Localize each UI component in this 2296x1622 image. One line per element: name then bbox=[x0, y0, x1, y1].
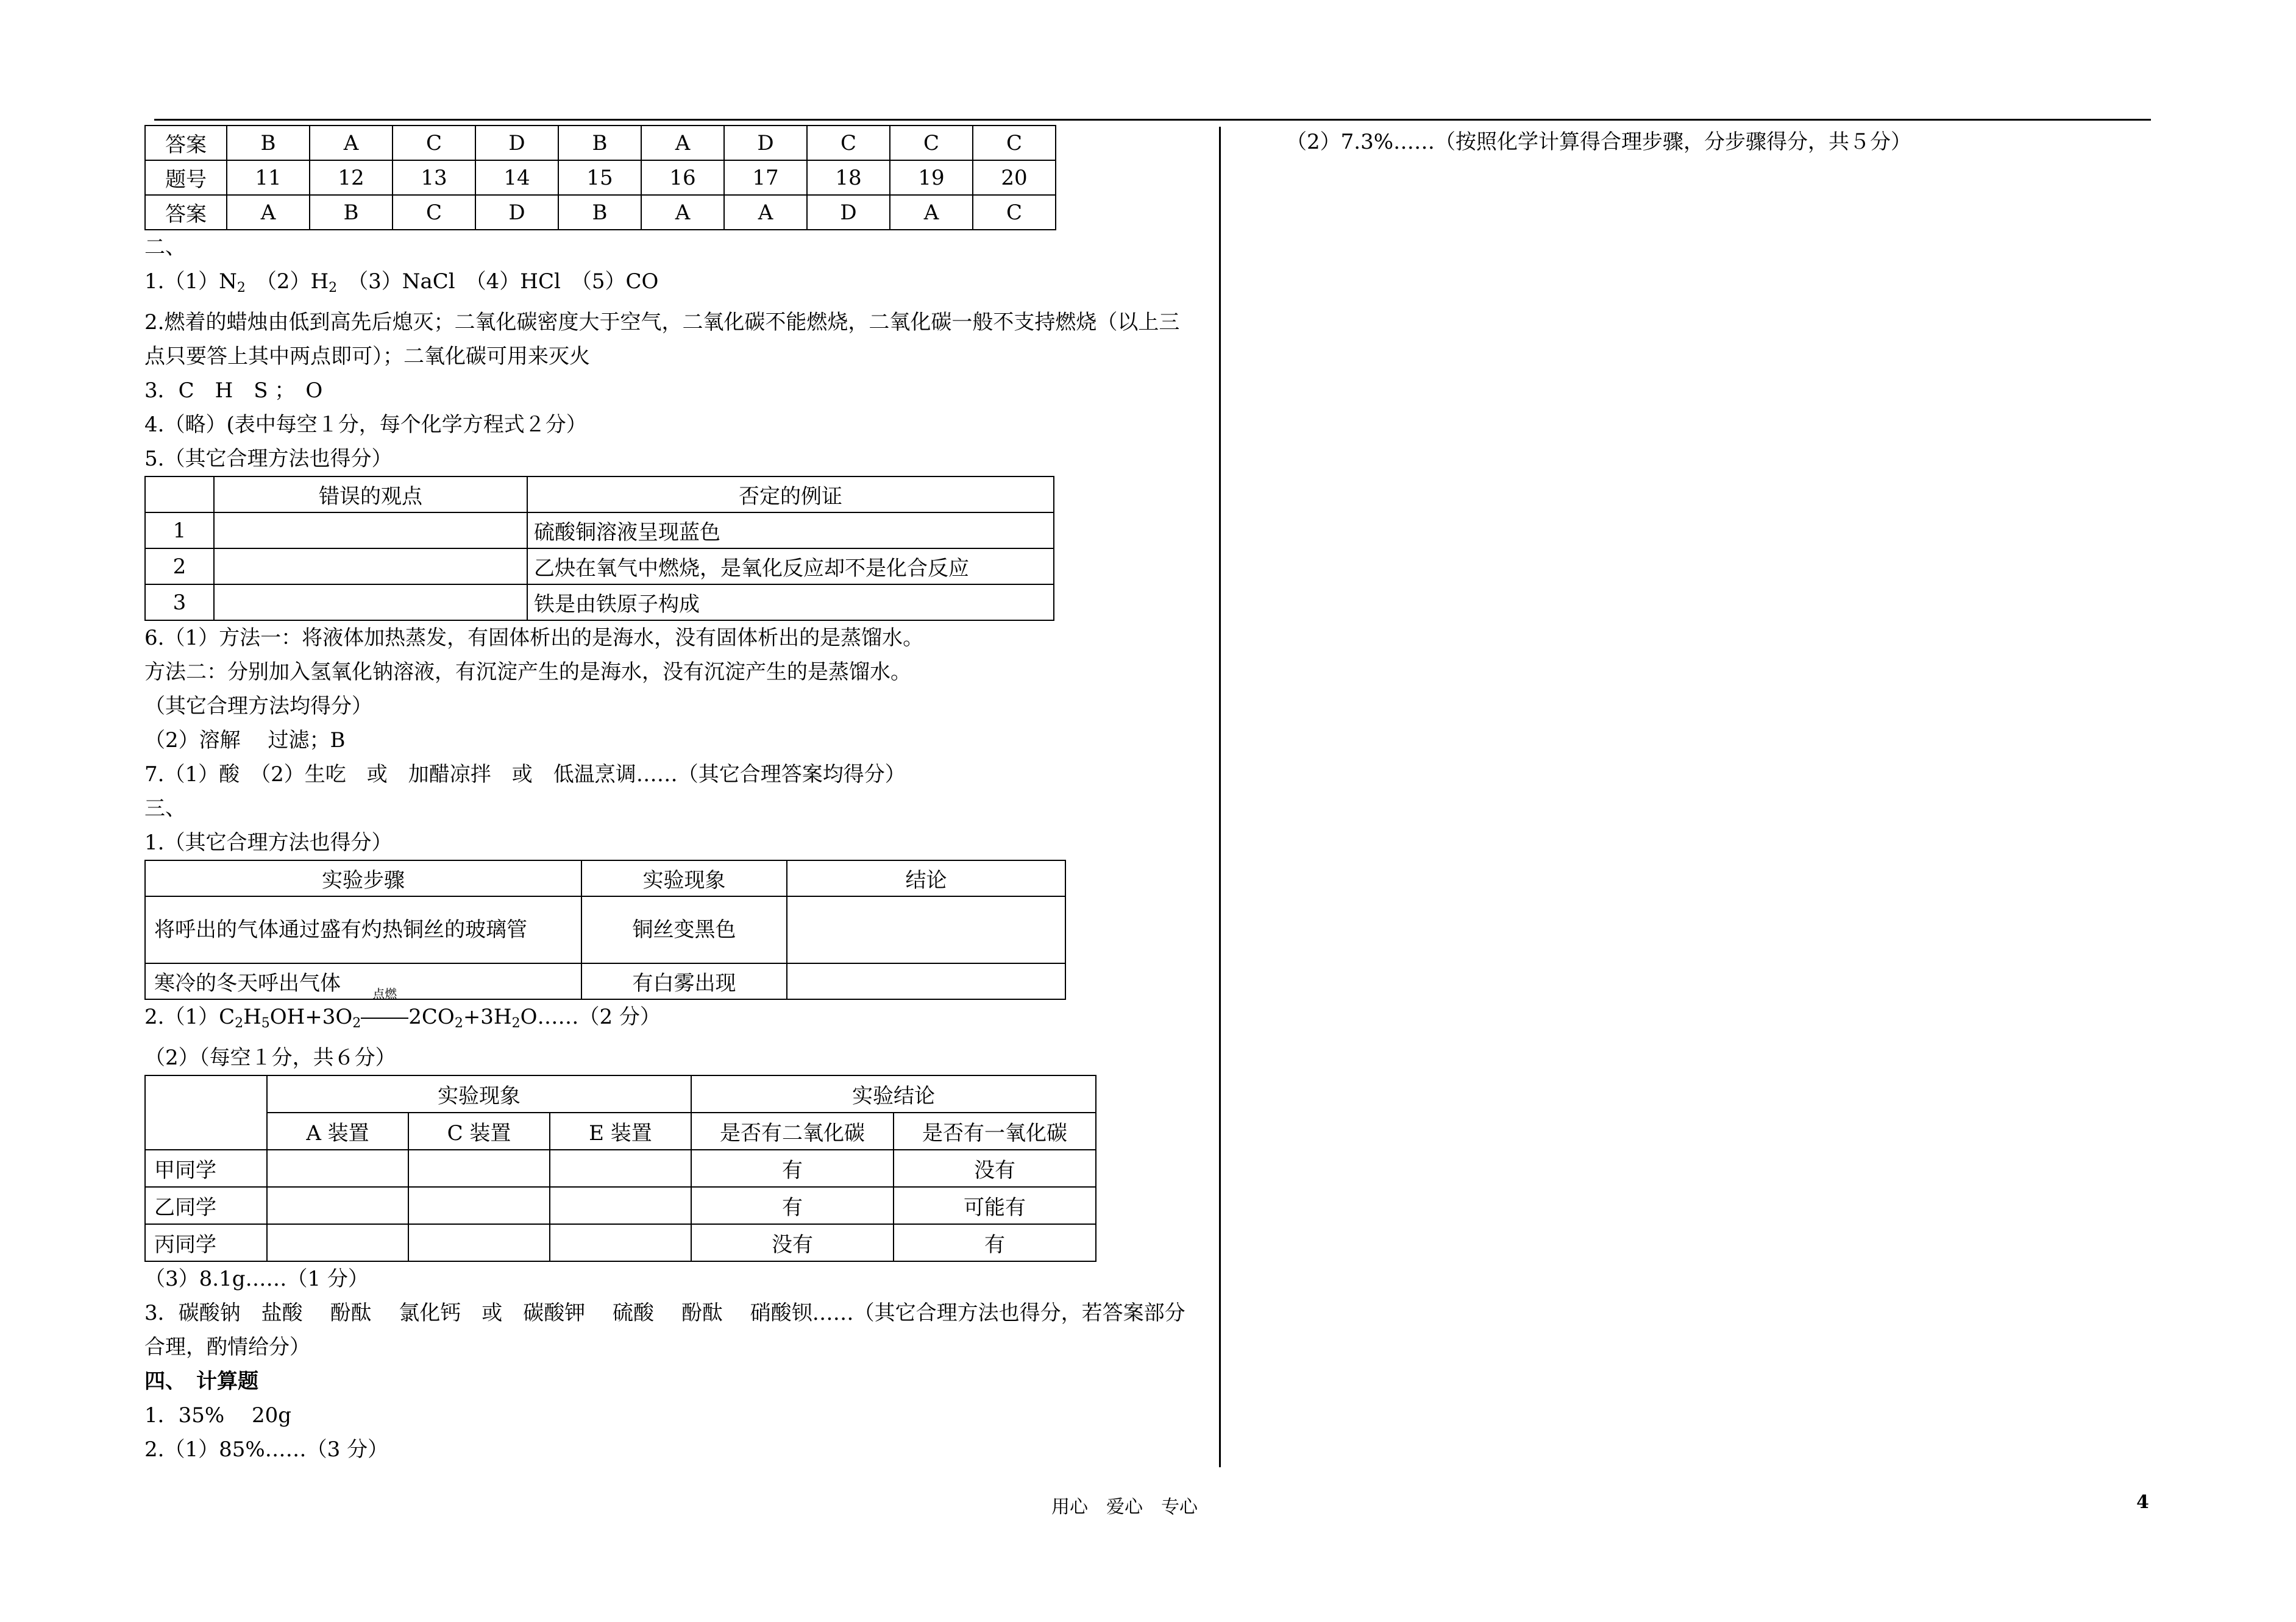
answer-cell: C bbox=[973, 195, 1056, 230]
reaction-condition bbox=[361, 986, 408, 1034]
equation-line bbox=[144, 986, 1193, 1041]
table-cell bbox=[550, 1224, 691, 1261]
row-label: 答案 bbox=[145, 195, 227, 230]
table-cell: 寒冷的冬天呼出气体 bbox=[145, 963, 581, 999]
header-cell: 否定的例证 bbox=[527, 476, 1054, 512]
table-cell bbox=[214, 584, 527, 620]
subscript: 2 bbox=[236, 280, 246, 296]
header-cell bbox=[145, 476, 214, 512]
question-number-cell: 17 bbox=[724, 160, 807, 195]
table-cell: 可能有 bbox=[894, 1187, 1096, 1224]
answer-line: 7.（1）酸 （2）生吃 或 加醋凉拌 或 低温烹调……（其它合理答案均得分） bbox=[144, 762, 906, 787]
table-row bbox=[145, 1187, 1096, 1224]
answer-cell: B bbox=[558, 126, 641, 160]
answer-cell: A bbox=[310, 126, 393, 160]
answer-cell: D bbox=[807, 195, 890, 230]
gas-detection-table bbox=[144, 1075, 1096, 1262]
answer-line: （2）溶解 过滤；B bbox=[144, 728, 346, 753]
question-number-cell: 16 bbox=[641, 160, 724, 195]
answer-cell: C bbox=[973, 126, 1056, 160]
table-row bbox=[145, 1150, 1096, 1187]
text-run: 2.（1）C bbox=[144, 1005, 235, 1029]
table-cell: 3 bbox=[145, 584, 214, 620]
table-cell bbox=[550, 1187, 691, 1224]
answer-line: （2）（每空１分，共６分） bbox=[144, 1046, 396, 1070]
table-cell: 硫酸铜溶液呈现蓝色 bbox=[527, 512, 1054, 548]
header-rule bbox=[154, 119, 2151, 121]
left-column bbox=[144, 125, 1193, 1467]
header-cell: C 装置 bbox=[408, 1113, 550, 1150]
section-heading: 三、 bbox=[144, 796, 186, 821]
table-row bbox=[145, 126, 1056, 160]
page-number: 4 bbox=[2136, 1492, 2149, 1513]
answer-line: 5.（其它合理方法也得分） bbox=[144, 447, 393, 471]
text-run: （3）NaCl （4）HCl （5）CO bbox=[337, 269, 659, 294]
misconception-table bbox=[144, 476, 1054, 621]
table-row bbox=[145, 195, 1056, 230]
reaction-arrow bbox=[361, 1018, 408, 1019]
table-cell bbox=[267, 1224, 408, 1261]
answer-cell: C bbox=[393, 195, 475, 230]
table-row bbox=[145, 1224, 1096, 1261]
column-divider bbox=[1219, 127, 1221, 1467]
table-cell bbox=[408, 1187, 550, 1224]
table-cell bbox=[408, 1224, 550, 1261]
question-number-cell: 19 bbox=[890, 160, 973, 195]
answer-line: 4.（略）(表中每空１分，每个化学方程式２分） bbox=[144, 413, 587, 437]
row-label: 甲同学 bbox=[145, 1150, 267, 1187]
table-row bbox=[145, 476, 1054, 512]
table-cell: 将呼出的气体通过盛有灼热铜丝的玻璃管 bbox=[145, 896, 581, 963]
text-run: 2CO bbox=[408, 1005, 455, 1029]
section-heading: 四、 计算题 bbox=[144, 1369, 258, 1394]
table-row bbox=[145, 860, 1065, 896]
subscript: 2 bbox=[329, 280, 338, 296]
row-label: 答案 bbox=[145, 126, 227, 160]
header-cell: 实验现象 bbox=[581, 860, 787, 896]
table-cell bbox=[267, 1187, 408, 1224]
subscript: 5 bbox=[261, 1016, 270, 1031]
text-run: （2）H bbox=[245, 269, 329, 294]
answer-cell: A bbox=[724, 195, 807, 230]
text-run: 1.（1）N bbox=[144, 269, 237, 294]
table-cell: 有 bbox=[894, 1224, 1096, 1261]
answer-line: 3．碳酸钠 盐酸 酚酞 氯化钙 或 碳酸钾 硫酸 酚酞 硝酸钡……（其它合理方法也得分，若答案部分合理，酌情给分） bbox=[144, 1301, 1185, 1359]
text-run: O……（2 分） bbox=[520, 1005, 661, 1029]
subscript: 2 bbox=[511, 1016, 521, 1031]
table-row bbox=[145, 963, 1065, 999]
table-cell: 乙炔在氧气中燃烧，是氧化反应却不是化合反应 bbox=[527, 548, 1054, 584]
subscript: 2 bbox=[352, 1016, 361, 1031]
table-cell bbox=[267, 1150, 408, 1187]
header-cell: 实验结论 bbox=[691, 1075, 1096, 1113]
text-run: +3H bbox=[463, 1005, 512, 1029]
table-cell bbox=[550, 1150, 691, 1187]
header-cell: 结论 bbox=[787, 860, 1065, 896]
header-cell: A 装置 bbox=[267, 1113, 408, 1150]
answer-line: （3）8.1g……（1 分） bbox=[144, 1267, 369, 1291]
question-number-cell: 20 bbox=[973, 160, 1056, 195]
footer-motto: 用心 爱心 专心 bbox=[1051, 1496, 1198, 1518]
header-cell: 错误的观点 bbox=[214, 476, 527, 512]
answer-cell: C bbox=[807, 126, 890, 160]
question-number-cell: 15 bbox=[558, 160, 641, 195]
question-number-cell: 12 bbox=[310, 160, 393, 195]
section-heading: 二、 bbox=[144, 235, 186, 260]
row-label: 乙同学 bbox=[145, 1187, 267, 1224]
table-cell bbox=[214, 512, 527, 548]
table-row bbox=[145, 160, 1056, 195]
row-label: 题号 bbox=[145, 160, 227, 195]
answer-table bbox=[144, 125, 1056, 230]
header-cell: 是否有一氧化碳 bbox=[894, 1113, 1096, 1150]
answer-cell: A bbox=[641, 195, 724, 230]
header-cell: 实验步骤 bbox=[145, 860, 581, 896]
table-row bbox=[145, 896, 1065, 963]
question-number-cell: 13 bbox=[393, 160, 475, 195]
table-row bbox=[145, 584, 1054, 620]
subscript: 2 bbox=[454, 1016, 463, 1031]
table-cell bbox=[214, 548, 527, 584]
table-cell: 铁是由铁原子构成 bbox=[527, 584, 1054, 620]
answer-cell: B bbox=[227, 126, 310, 160]
right-column bbox=[1286, 125, 2109, 159]
condition-label: 点燃 bbox=[372, 986, 397, 1001]
answer-cell: D bbox=[724, 126, 807, 160]
header-cell bbox=[145, 1075, 267, 1150]
answer-line: 2.（1）85%……（3 分） bbox=[144, 1437, 389, 1462]
answer-cell: D bbox=[475, 195, 558, 230]
table-cell: 有白雾出现 bbox=[581, 963, 787, 999]
answer-line: 2.燃着的蜡烛由低到高先后熄灭；二氧化碳密度大于空气，二氧化碳不能燃烧，二氧化碳一般不支持燃烧（以上三点只要答上其中两点即可）；二氧化碳可用来灭火 bbox=[144, 310, 1180, 369]
answer-cell: D bbox=[475, 126, 558, 160]
answer-line: 方法二：分别加入氢氧化钠溶液，有沉淀产生的是海水，没有沉淀产生的是蒸馏水。 bbox=[144, 660, 911, 684]
table-row bbox=[145, 1075, 1096, 1113]
table-cell: 有 bbox=[691, 1150, 894, 1187]
table-cell bbox=[787, 963, 1065, 999]
question-number-cell: 11 bbox=[227, 160, 310, 195]
table-cell: 铜丝变黑色 bbox=[581, 896, 787, 963]
answer-line: 1.（其它合理方法也得分） bbox=[144, 830, 393, 855]
text-run: H bbox=[243, 1005, 261, 1029]
table-cell: 没有 bbox=[691, 1224, 894, 1261]
subscript: 2 bbox=[235, 1016, 244, 1031]
table-cell: 2 bbox=[145, 548, 214, 584]
answer-line: （2）7.3%……（按照化学计算得合理步骤，分步骤得分，共５分） bbox=[1286, 130, 1912, 154]
answer-line: 6.（1）方法一：将液体加热蒸发，有固体析出的是海水，没有固体析出的是蒸馏水。 bbox=[144, 626, 924, 650]
table-row bbox=[145, 1113, 1096, 1150]
table-row bbox=[145, 548, 1054, 584]
header-cell: 是否有二氧化碳 bbox=[691, 1113, 894, 1150]
header-cell: E 装置 bbox=[550, 1113, 691, 1150]
experiment-table bbox=[144, 860, 1066, 1000]
answer-cell: C bbox=[890, 126, 973, 160]
answer-line: 1．35% 20g bbox=[144, 1403, 292, 1428]
answer-cell: B bbox=[558, 195, 641, 230]
answer-cell: B bbox=[310, 195, 393, 230]
table-cell bbox=[408, 1150, 550, 1187]
row-label: 丙同学 bbox=[145, 1224, 267, 1261]
answer-cell: C bbox=[393, 126, 475, 160]
answer-line: 3．C H S ； O bbox=[144, 378, 323, 403]
answer-line: （其它合理方法均得分） bbox=[144, 694, 372, 718]
header-cell: 实验现象 bbox=[267, 1075, 691, 1113]
answer-cell: A bbox=[641, 126, 724, 160]
table-cell: 没有 bbox=[894, 1150, 1096, 1187]
table-cell bbox=[787, 896, 1065, 963]
text-run: OH+3O bbox=[269, 1005, 353, 1029]
question-number-cell: 14 bbox=[475, 160, 558, 195]
table-row bbox=[145, 512, 1054, 548]
question-number-cell: 18 bbox=[807, 160, 890, 195]
table-cell: 1 bbox=[145, 512, 214, 548]
answer-cell: A bbox=[227, 195, 310, 230]
table-cell: 有 bbox=[691, 1187, 894, 1224]
answer-cell: A bbox=[890, 195, 973, 230]
answer-line bbox=[144, 264, 1193, 305]
